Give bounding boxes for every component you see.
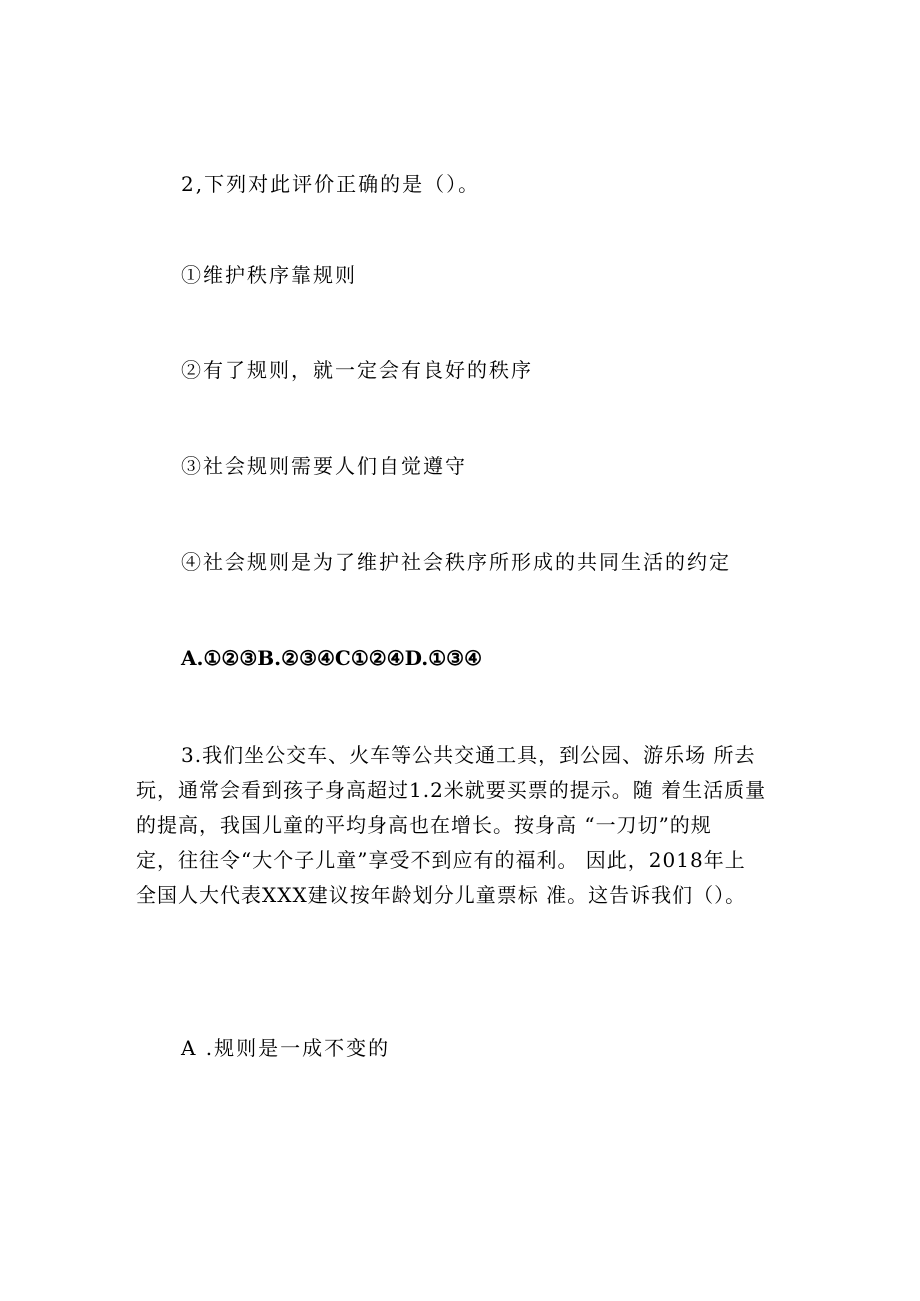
- statement-1: ①维护秩序靠规则: [181, 263, 357, 287]
- statement-4: ④社会规则是为了维护社会秩序所形成的共同生活的约定: [181, 550, 731, 574]
- question-3-line-4: 定，往往令“大个子儿童”享受不到应有的福利。 因此，2018年上: [136, 848, 746, 872]
- statement-2: ②有了规则，就一定会有良好的秩序: [181, 358, 533, 382]
- question-3-line-2: 玩，通常会看到孩子身高超过1.2米就要买票的提示。随 着生活质量: [136, 778, 767, 802]
- question-2-stem: 2,下列对此评价正确的是（）。: [181, 172, 481, 196]
- question-3-paragraph: [136, 738, 796, 913]
- question-3-line-3: 的提高，我国儿童的平均身高也在增长。按身高 “一刀切”的规: [136, 813, 712, 837]
- question-3-line-1: 3.我们坐公交车、火车等公共交通工具，到公园、游乐场 所去: [181, 743, 756, 767]
- question-3-option-a: A .规则是一成不变的: [181, 1036, 391, 1060]
- statement-3: ③社会规则需要人们自觉遵守: [181, 454, 467, 478]
- question-3-line-5: 全国人大代表XXX建议按年龄划分儿童票标 准。这告诉我们（）。: [136, 883, 747, 907]
- question-2-options: A.①②③B.②③④C①②④D.①③④: [181, 646, 483, 670]
